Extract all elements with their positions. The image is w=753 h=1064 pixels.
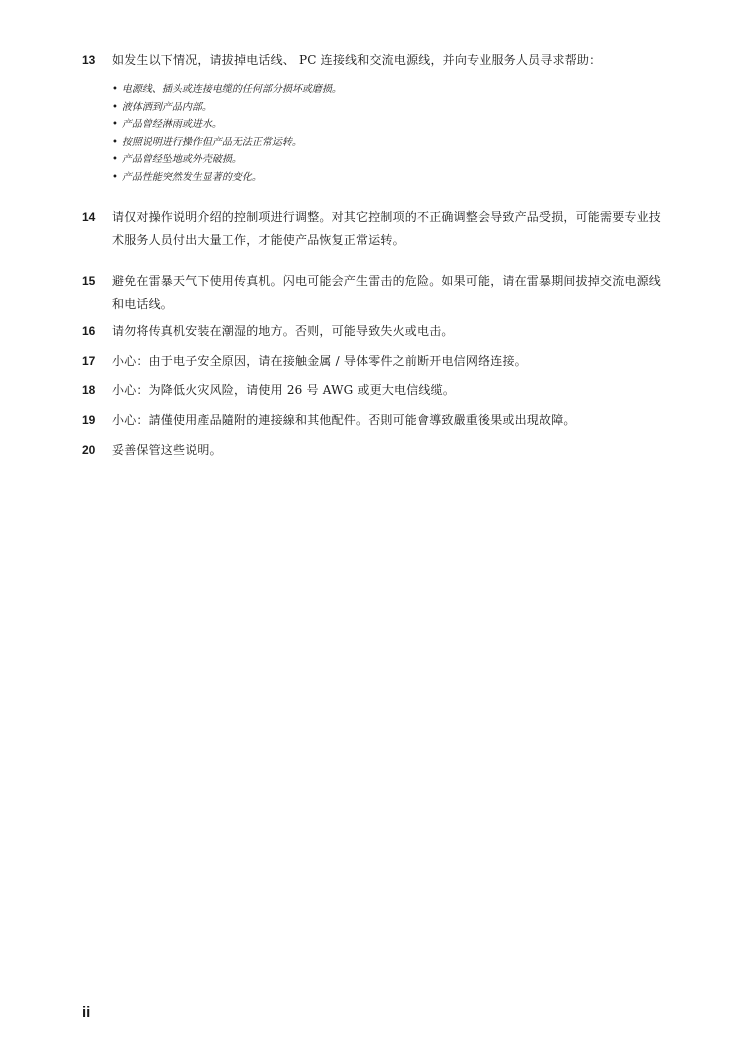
item-number: 17 (82, 354, 96, 368)
item-number: 18 (82, 383, 96, 397)
list-item: • 产品性能突然发生显著的变化。 (112, 171, 262, 183)
item-text: 小心：为降低火灾风险，请使用 26 号 AWG 或更大电信线缆。 (112, 383, 456, 397)
item-number: 15 (82, 274, 96, 288)
bullet-icon: • (112, 171, 118, 183)
item-number: 16 (82, 324, 96, 338)
item-number: 14 (82, 210, 96, 224)
condition-list (112, 81, 632, 187)
item-text: 请勿将传真机安装在潮湿的地方。否则，可能导致失火或电击。 (112, 324, 454, 338)
page-number: ii (82, 1004, 91, 1021)
item-text: 请仅对操作说明介绍的控制项进行调整。对其它控制项的不正确调整会导致产品受损，可能需要专业技术服务人员付出大量工作，才能使产品恢复正常运转。 (112, 210, 662, 247)
bullet-icon: • (112, 136, 118, 148)
bullet-icon: • (112, 84, 118, 95)
item-text: 小心：由于电子安全原因，请在接触金属 / 导体零件之前断开电信网络连接。 (112, 354, 527, 368)
item-number: 13 (82, 53, 96, 67)
list-item: • 液体洒到产品内部。 (112, 101, 212, 113)
bullet-icon: • (112, 154, 118, 166)
bullet-icon: • (112, 101, 118, 113)
item-number: 20 (82, 443, 96, 457)
list-item: • 电源线、插头或连接电缆的任何部分损坏或磨损。 (112, 84, 342, 95)
item-text: 避免在雷暴天气下使用传真机。闪电可能会产生雷击的危险。如果可能，请在雷暴期间拔掉交流电源线和电话线。 (112, 274, 662, 311)
item-text: 妥善保管这些说明。 (112, 443, 222, 457)
bullet-icon: • (112, 119, 118, 131)
item-text: 如发生以下情况，请拔掉电话线、 PC 连接线和交流电源线，并向专业服务人员寻求帮助： (112, 53, 602, 67)
item-number: 19 (82, 413, 96, 427)
list-item: • 按照说明进行操作但产品无法正常运转。 (112, 136, 302, 148)
list-item: • 产品曾经淋雨或进水。 (112, 119, 222, 131)
list-item: • 产品曾经坠地或外壳破损。 (112, 154, 242, 166)
item-text: 小心：請僅使用產品隨附的連接線和其他配件。否則可能會導致嚴重後果或出現故障。 (112, 413, 576, 427)
